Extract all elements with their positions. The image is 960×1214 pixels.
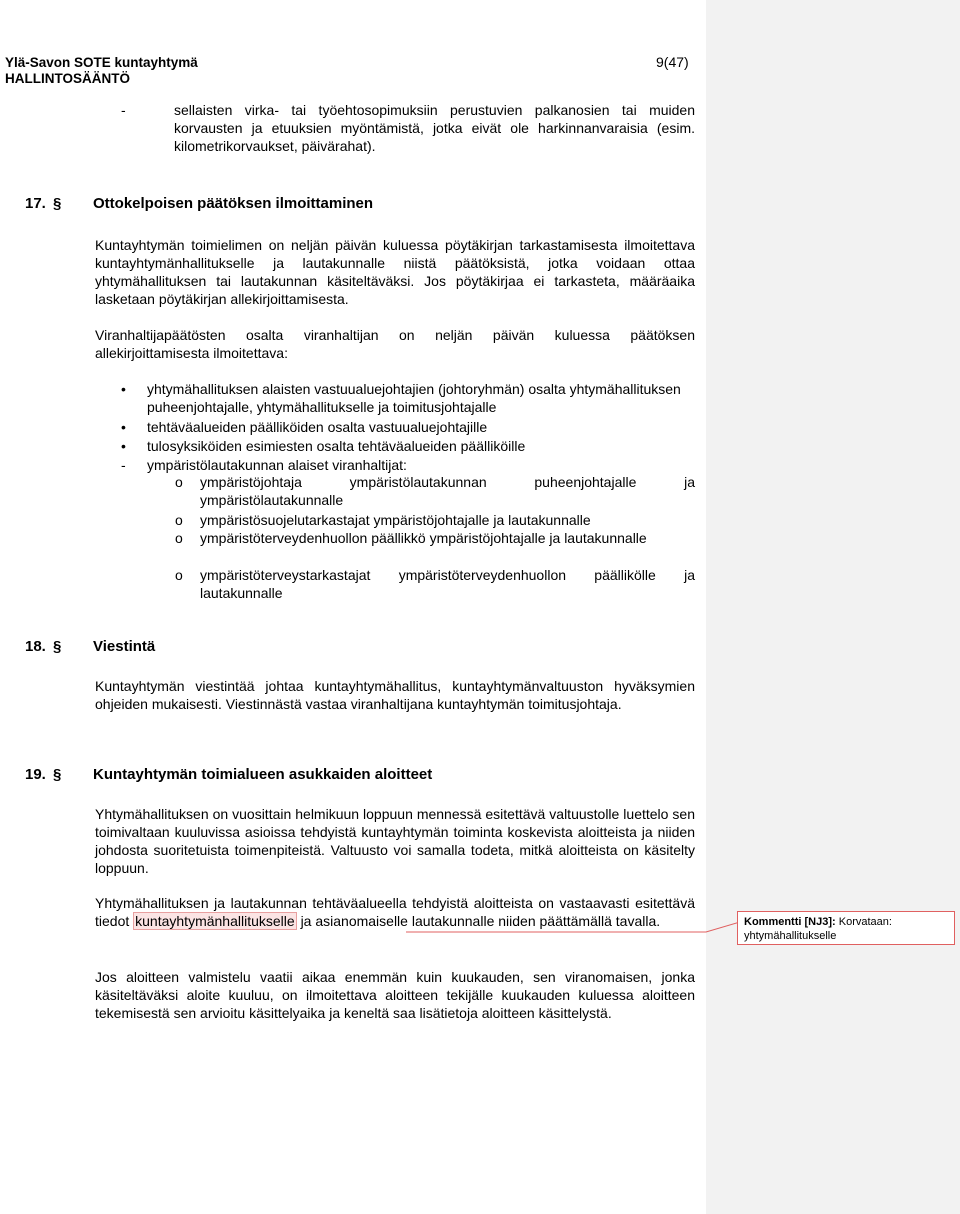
section-19-paragraph-1: Yhtymähallituksen on vuosittain helmikuun loppuun mennessä esitettävä valtuustolle luettelo sen toimivaltaan kuuluvissa asioissa tehdyistä kuntayhtymän toiminta koskevista aloitteista ja niiden johdosta suoritetuista toimenpiteistä. Valtuusto voi samalla todeta, mitkä aloitteista on käsitelty loppuun. — [95, 806, 695, 876]
section-symbol: § — [53, 638, 62, 655]
intro-item-marker: - — [121, 102, 126, 118]
section-number: 17. — [25, 195, 46, 212]
sub-list-item: ympäristöterveydenhuollon päällikkö ympäristöjohtajalle ja lautakunnalle — [200, 530, 647, 546]
section-title: Kuntayhtymän toimialueen asukkaiden aloitteet — [93, 766, 433, 783]
section-number: 18. — [25, 638, 46, 655]
section-17-paragraph-2: Viranhaltijapäätösten osalta viranhaltijan on neljän päivän kuluessa päätöksen allekirjoittamisesta ilmoitettava: — [95, 327, 695, 361]
sub-list-item: ympäristösuojelutarkastajat ympäristöjohtajalle ja lautakunnalle — [200, 512, 591, 528]
bullet-marker: • — [121, 381, 126, 397]
sub-list-item: ympäristöjohtaja ympäristölautakunnan puheenjohtajalle ja ympäristölautakunnalle — [200, 474, 695, 508]
list-item: ympäristölautakunnan alaiset viranhaltijat: — [147, 457, 407, 473]
sub-item-marker: o — [175, 567, 183, 583]
comment-connector-line — [406, 918, 740, 934]
section-19-heading — [25, 765, 432, 785]
list-item: tulosyksiköiden esimiesten osalta tehtäväalueiden päälliköille — [147, 438, 526, 454]
section-18-heading — [25, 637, 155, 657]
header-page-number: 9(47) — [656, 54, 689, 70]
section-title: Viestintä — [93, 638, 156, 655]
comment-margin-pane — [706, 0, 960, 1214]
sub-item-marker: o — [175, 530, 183, 546]
header-organization: Ylä-Savon SOTE kuntayhtymä — [5, 55, 198, 70]
commented-text-highlight[interactable]: kuntayhtymänhallitukselle — [135, 913, 295, 929]
sub-list-item: ympäristöterveystarkastajat ympäristöterveydenhuollon päällikölle ja lautakunnalle — [200, 567, 695, 601]
section-title: Ottokelpoisen päätöksen ilmoittaminen — [93, 195, 374, 212]
comment-label: Kommentti [NJ3]: — [744, 916, 836, 928]
paragraph-text: Yhtymähallituksen ja lautakunnan tehtäväalueella tehdyistä aloitteista on vastaavasti esitettävä tiedot — [95, 895, 695, 929]
section-symbol: § — [53, 195, 62, 212]
list-item: yhtymähallituksen alaisten vastuualuejohtajien (johtoryhmän) osalta yhtymähallituksen puheenjohtajalle, yhtymähallitukselle ja toimitusjohtajalle — [147, 381, 681, 415]
section-symbol: § — [53, 766, 62, 783]
header-document-title: HALLINTOSÄÄNTÖ — [5, 71, 130, 86]
section-19-paragraph-3: Jos aloitteen valmistelu vaatii aikaa enemmän kuin kuukauden, sen viranomaisen, jonka käsiteltäväksi aloite kuuluu, on ilmoitettava aloitteen tekijälle kuukauden kuluessa aloitteen tekemisestä sen arvioitu käsittelyaika ja keneltä saa lisätietoja aloitteen käsittelystä. — [95, 969, 695, 1021]
section-number: 19. — [25, 766, 46, 783]
section-17-heading — [25, 194, 373, 214]
section-17-paragraph-1: Kuntayhtymän toimielimen on neljän päivän kuluessa pöytäkirjan tarkastamisesta ilmoitettava kuntayhtymänhallitukselle ja lautakunnalle niistä päätöksistä, jotka voidaan ottaa yhtymähallituksen tai lautakunnan käsiteltäväksi. Jos pöytäkirjaa ei tarkasteta, määräaika lasketaan pöytäkirjan allekirjoittamisesta. — [95, 237, 695, 307]
bullet-marker: • — [121, 419, 126, 435]
section-18-paragraph-1: Kuntayhtymän viestintää johtaa kuntayhtymähallitus, kuntayhtymänvaltuuston hyväksymien ohjeiden mukaisesti. Viestinnästä vastaa viranhaltijana kuntayhtymän toimitusjohtaja. — [95, 678, 695, 712]
sub-item-marker: o — [175, 474, 183, 490]
comment-text: Korvataan: yhtymähallitukselle — [744, 916, 892, 942]
paragraph-text: ja asianomaiselle lautakunnalle niiden päättämällä tavalla. — [300, 913, 661, 929]
list-item: tehtäväalueiden päälliköiden osalta vastuualuejohtajille — [147, 419, 488, 435]
comment-balloon[interactable] — [737, 911, 955, 945]
bullet-marker: • — [121, 438, 126, 454]
intro-item-text: sellaisten virka- tai työehtosopimuksiin perustuvien palkanosien tai muiden korvausten ja etuuksien myöntämistä, jotka eivät ole harkinnanvaraisia (esim. kilometrikorvaukset, päivärahat). — [174, 102, 695, 154]
sub-item-marker: o — [175, 512, 183, 528]
dash-marker: - — [121, 457, 126, 473]
